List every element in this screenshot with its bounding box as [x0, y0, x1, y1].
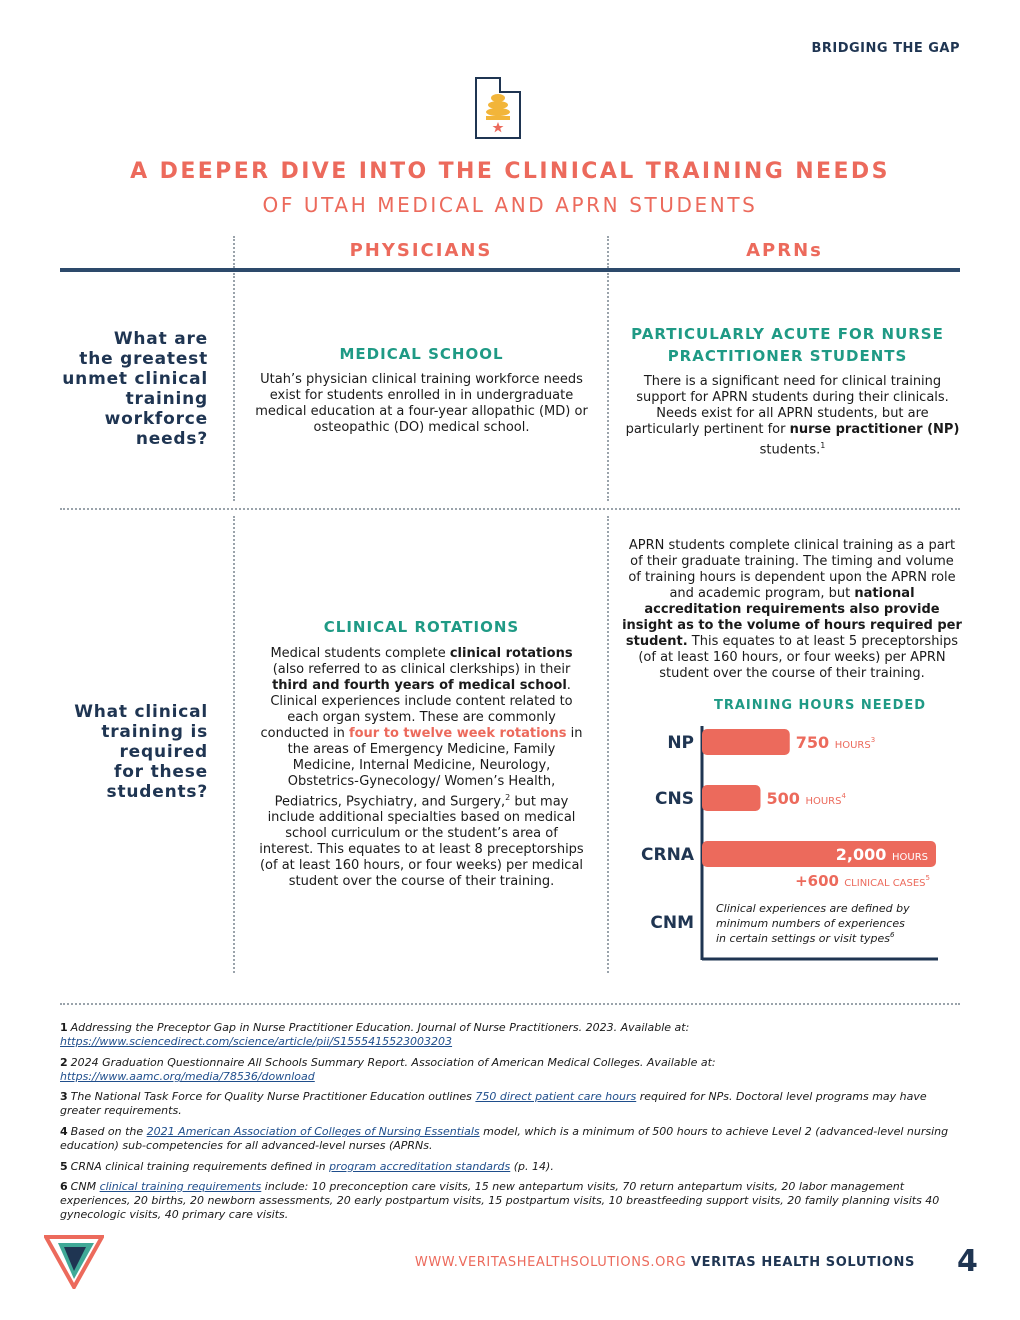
chart-bar-cns — [702, 785, 761, 811]
footnote-link[interactable]: 2021 American Association of Colleges of Nursing Essentials — [146, 1125, 480, 1138]
chart-category-label-cns: CNS — [655, 789, 694, 809]
chart-category-label-crna: CRNA — [641, 845, 694, 865]
medical-school-text: Utah’s physician clinical training workforce needs exist for students enrolled in in undergraduate medical education at a four-year allopathic (MD) or osteopathic (DO) medical school. — [255, 372, 588, 435]
footnote-3: 3 The National Task Force for Quality Nurse Practitioner Education outlines 750 direct patient care hours required for NPs. Doctoral level programs may have greater requirements. — [60, 1090, 927, 1117]
column-divider — [607, 273, 609, 501]
header-divider — [60, 268, 960, 272]
column-divider — [233, 273, 235, 501]
chart-cnm-note-line: in certain settings or visit types$^6$ — [716, 931, 895, 945]
column-divider — [233, 236, 235, 268]
column-divider — [607, 516, 609, 973]
section-heading-medical-school: MEDICAL SCHOOL — [339, 345, 504, 363]
chart-data-label-cns: 500 HOURS$^4$ — [766, 789, 846, 808]
website-link[interactable]: WWW.VERITASHEALTHSOLUTIONS.ORG — [414, 1255, 687, 1270]
header-tag: BRIDGING THE GAP — [811, 41, 960, 56]
chart-category-label-cnm: CNM — [650, 913, 694, 933]
column-header-aprns: APRNs — [746, 240, 823, 261]
page-number: 4 — [957, 1244, 978, 1279]
section-heading-np-students: PARTICULARLY ACUTE FOR NURSE PRACTITIONER STUDENTS — [631, 325, 944, 365]
chart-data-label-crna: 2,000 HOURS — [835, 845, 928, 864]
page-subtitle: OF UTAH MEDICAL AND APRN STUDENTS — [262, 193, 758, 217]
chart-crna-clinical-cases: +600 CLINICAL CASES$^5$ — [795, 872, 930, 890]
chart-data-label-np: 750 HOURS$^3$ — [795, 733, 876, 752]
chart-title: TRAINING HOURS NEEDED — [713, 698, 927, 713]
footnote-link[interactable]: https://www.aamc.org/media/78536/download — [60, 1070, 315, 1083]
footnote-4: 4 Based on the 2021 American Association of Colleges of Nursing Essentials model, which is a minimum of 500 hours to achieve Level 2 (advanced-level nursing education) sub-competencies for all advanced-level nurses (APRNs. — [60, 1125, 949, 1152]
footer-url: WWW.VERITASHEALTHSOLUTIONS.ORG VERITAS HEALTH SOLUTIONS — [414, 1255, 915, 1270]
column-header-physicians: PHYSICIANS — [349, 240, 493, 261]
footnote-2: 2 2024 Graduation Questionnaire All Schools Summary Report. Association of American Medical Colleges. Available at: https://www.aamc.org/media/78536/download — [60, 1056, 716, 1083]
chart-cnm-note-line: Clinical experiences are defined by — [716, 902, 910, 915]
footnote-link[interactable]: clinical training requirements — [99, 1180, 262, 1193]
footnote-link[interactable]: https://www.sciencedirect.com/science/article/pii/S1555415523003203 — [60, 1035, 453, 1048]
footnote-divider — [60, 1003, 960, 1005]
clinical-rotations-text: Medical students complete clinical rotations (also referred to as clinical clerkships) in their third and fourth years of medical school. Clinical experiences include content related to each organ system. These are commonly conducted in four to twelve week rotations in the areas of Emergency Medicine, Family Medicine, Internal Medicine, Neurology, Obstetrics-Gynecology/ Women’s Health, Pediatrics, Psychiatry, and Surgery,$^2$ but may include additional specialties based on medical school curriculum or the student’s area of interest. This equates to at least 8 preceptorships (of at least 160 hours, or four weeks) per medical student over the course of their training. — [259, 646, 584, 890]
footnote-6: 6 CNM clinical training requirements include: 10 preconception care visits, 15 new antepartum visits, 70 return antepartum visits, 20 labor management experiences, 20 births, 20 newborn assessments, 20 early postpartum visits, 15 postpartum visits, 10 breastfeeding support visits, 20 family planning visits 40 gynecologic visits, 40 primary care visits. — [60, 1180, 940, 1221]
utah-beehive-icon — [473, 76, 523, 140]
np-need-text: There is a significant need for clinical training support for APRN students during their clinicals. Needs exist for all APRN students, but are particularly pertinent for nurse practitioner (NP) students.$^1$ — [625, 374, 960, 458]
column-divider — [607, 236, 609, 268]
column-divider — [233, 516, 235, 973]
section-heading-clinical-rotations: CLINICAL ROTATIONS — [323, 618, 520, 636]
veritas-logo-icon — [44, 1233, 104, 1289]
footnote-1: 1 Addressing the Preceptor Gap in Nurse Practitioner Education. Journal of Nurse Practitioners. 2023. Available at: https://www.sciencedirect.com/science/article/pii/S1555415523003203 — [60, 1021, 690, 1048]
chart-category-label-np: NP — [667, 733, 694, 753]
training-hours-chart — [620, 718, 960, 968]
footnote-link[interactable]: program accreditation standards — [329, 1160, 511, 1173]
footnote-link[interactable]: 750 direct patient care hours — [475, 1090, 637, 1103]
aprn-training-text: APRN students complete clinical training as a part of their graduate training. The timing and volume of training hours is dependent upon the APRN role and academic program, but national accreditation requirements also provide insight as to the volume of hours required per student. This equates to at least 5 preceptorships (of at least 160 hours, or four weeks) per APRN student over the course of their training. — [622, 538, 962, 681]
chart-cnm-note-line: minimum numbers of experiences — [716, 917, 905, 930]
row-question-workforce-needs: What are the greatest unmet clinical training workforce needs? — [62, 329, 208, 449]
page-title: A DEEPER DIVE INTO THE CLINICAL TRAINING NEEDS — [130, 159, 890, 184]
row-question-clinical-training: What clinical training is required for these students? — [74, 702, 208, 802]
chart-bar-np — [702, 729, 790, 755]
row-divider — [60, 508, 960, 510]
footnote-5: 5 CRNA clinical training requirements defined in program accreditation standards (p. 14). — [60, 1160, 554, 1173]
